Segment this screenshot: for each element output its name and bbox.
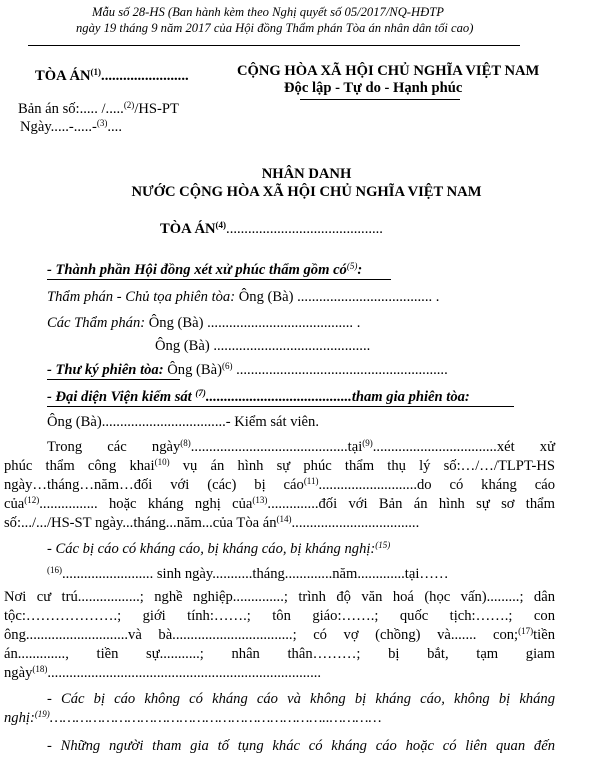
judges-line-1: Các Thẩm phán: Ông (Bà) ........................................ . [47, 315, 361, 331]
no-appeal-line-2: nghị:$^{(19)}$………………………………………………………..………… [4, 709, 382, 726]
no-appeal-line-1: - Các bị cáo không có kháng cáo và không bị kháng cáo, không bị kháng [47, 691, 555, 707]
judges-line-2: Ông (Bà) ........................................... [155, 338, 371, 354]
judgment-date: Ngày.....-.....-$^{(3)}$.... [20, 118, 122, 135]
procuracy-line: - Đại diện Viện kiểm sát $^{(7)}$........................................tham gia phiên tòa: [47, 388, 470, 405]
form-reference-line-1: Mẫu số 28-HS (Ban hành kèm theo Nghị quyết số 05/2017/NQ-HĐTP [92, 5, 444, 19]
presiding-judge-line: Thẩm phán - Chủ tọa phiên tòa: Ông (Bà) ..................................... . [47, 289, 440, 305]
form-reference-line-2: ngày 19 tháng 9 năm 2017 của Hội đồng Thẩm phán Tòa án nhân dân tối cao) [76, 21, 474, 35]
defendant-details-line-1: Nơi cư trú.................; nghề nghiệp..............; trình độ văn hoá (học vấn).........; dân [4, 589, 555, 605]
panel-heading: - Thành phần Hội đồng xét xử phúc thẩm gồm $có^{(5)}$: [47, 261, 363, 278]
defendant-details-line-4: án............., tiền sự...........; nhân thân………; bị bắt, tạm giam [4, 646, 555, 662]
header-divider [28, 45, 520, 46]
hearing-paragraph-line-3: ngày…tháng…năm…đối với (các) bị cáo$^{(11)}$...........................do có kháng cáo [4, 476, 555, 493]
judgment-number: Bản án số:..... /.....$^{(2)}$/HS-PT [18, 100, 179, 117]
clerk-line: - Thư ký phiên tòa: Ông (Bà)$^{(6)}$ .......................................................... [47, 361, 448, 378]
country-name: CỘNG HÒA XÃ HỘI CHỦ NGHĨA VIỆT NAM [237, 63, 540, 79]
prosecutor-line: Ông (Bà)..................................- Kiểm sát viên. [47, 414, 319, 430]
defendants-appeal-heading: - Các bị cáo có kháng cáo, bị kháng cáo, bị kháng nghị:$^{(15)}$ [47, 540, 391, 557]
defendant-details-line-2: tộc:……………….; giới tính:…….; tôn giáo:…….; quốc tịch:…….; con [4, 608, 555, 624]
motto-underline [300, 99, 460, 100]
title-country: NƯỚC CỘNG HÒA XÃ HỘI CHỦ NGHĨA VIỆT NAM [131, 184, 482, 200]
title-in-the-name-of: NHÂN DANH [261, 166, 352, 182]
court-name: TÒA ÁN$^{(1)}$........................ [35, 67, 189, 84]
clerk-label-underline [47, 379, 180, 380]
hearing-paragraph-line-2: phúc thẩm công khai$^{(10)}$ vụ án hình sự phúc thẩm thụ lý số:…/…/TLPT-HS [4, 457, 555, 474]
national-motto: Độc lập - Tự do - Hạnh phúc [284, 80, 463, 96]
hearing-paragraph-line-4: của$^{(12)}$................ hoặc kháng nghị của$^{(13)}$..............đối với Bản án hình sự sơ thẩm [4, 495, 555, 512]
procuracy-underline [47, 406, 514, 407]
title-court: TÒA ÁN$^{(4)}$........................................... [160, 220, 383, 237]
hearing-paragraph-line-1: Trong các ngày$^{(8)}$...........................................tại$^{(9)}$..................................xét xử [47, 438, 556, 455]
panel-heading-underline [47, 279, 391, 280]
defendant-birth-line: $^{(16)}$......................... sinh ngày...........tháng.............năm.............tại…… [47, 565, 449, 582]
hearing-paragraph-line-5: số:.../.../HS-ST ngày...tháng...năm...của Tòa $án^{(14)}$................................... [4, 514, 420, 531]
other-participants-line: - Những người tham gia tố tụng khác có kháng cáo hoặc có liên quan đến [47, 738, 555, 754]
defendant-details-line-5: ngày$^{(18)}$........................................................................... [4, 664, 322, 681]
defendant-details-line-3: ông............................và bà.................................; có vợ (chồng) và....... con;$^{(17)}$tiền [4, 626, 555, 643]
